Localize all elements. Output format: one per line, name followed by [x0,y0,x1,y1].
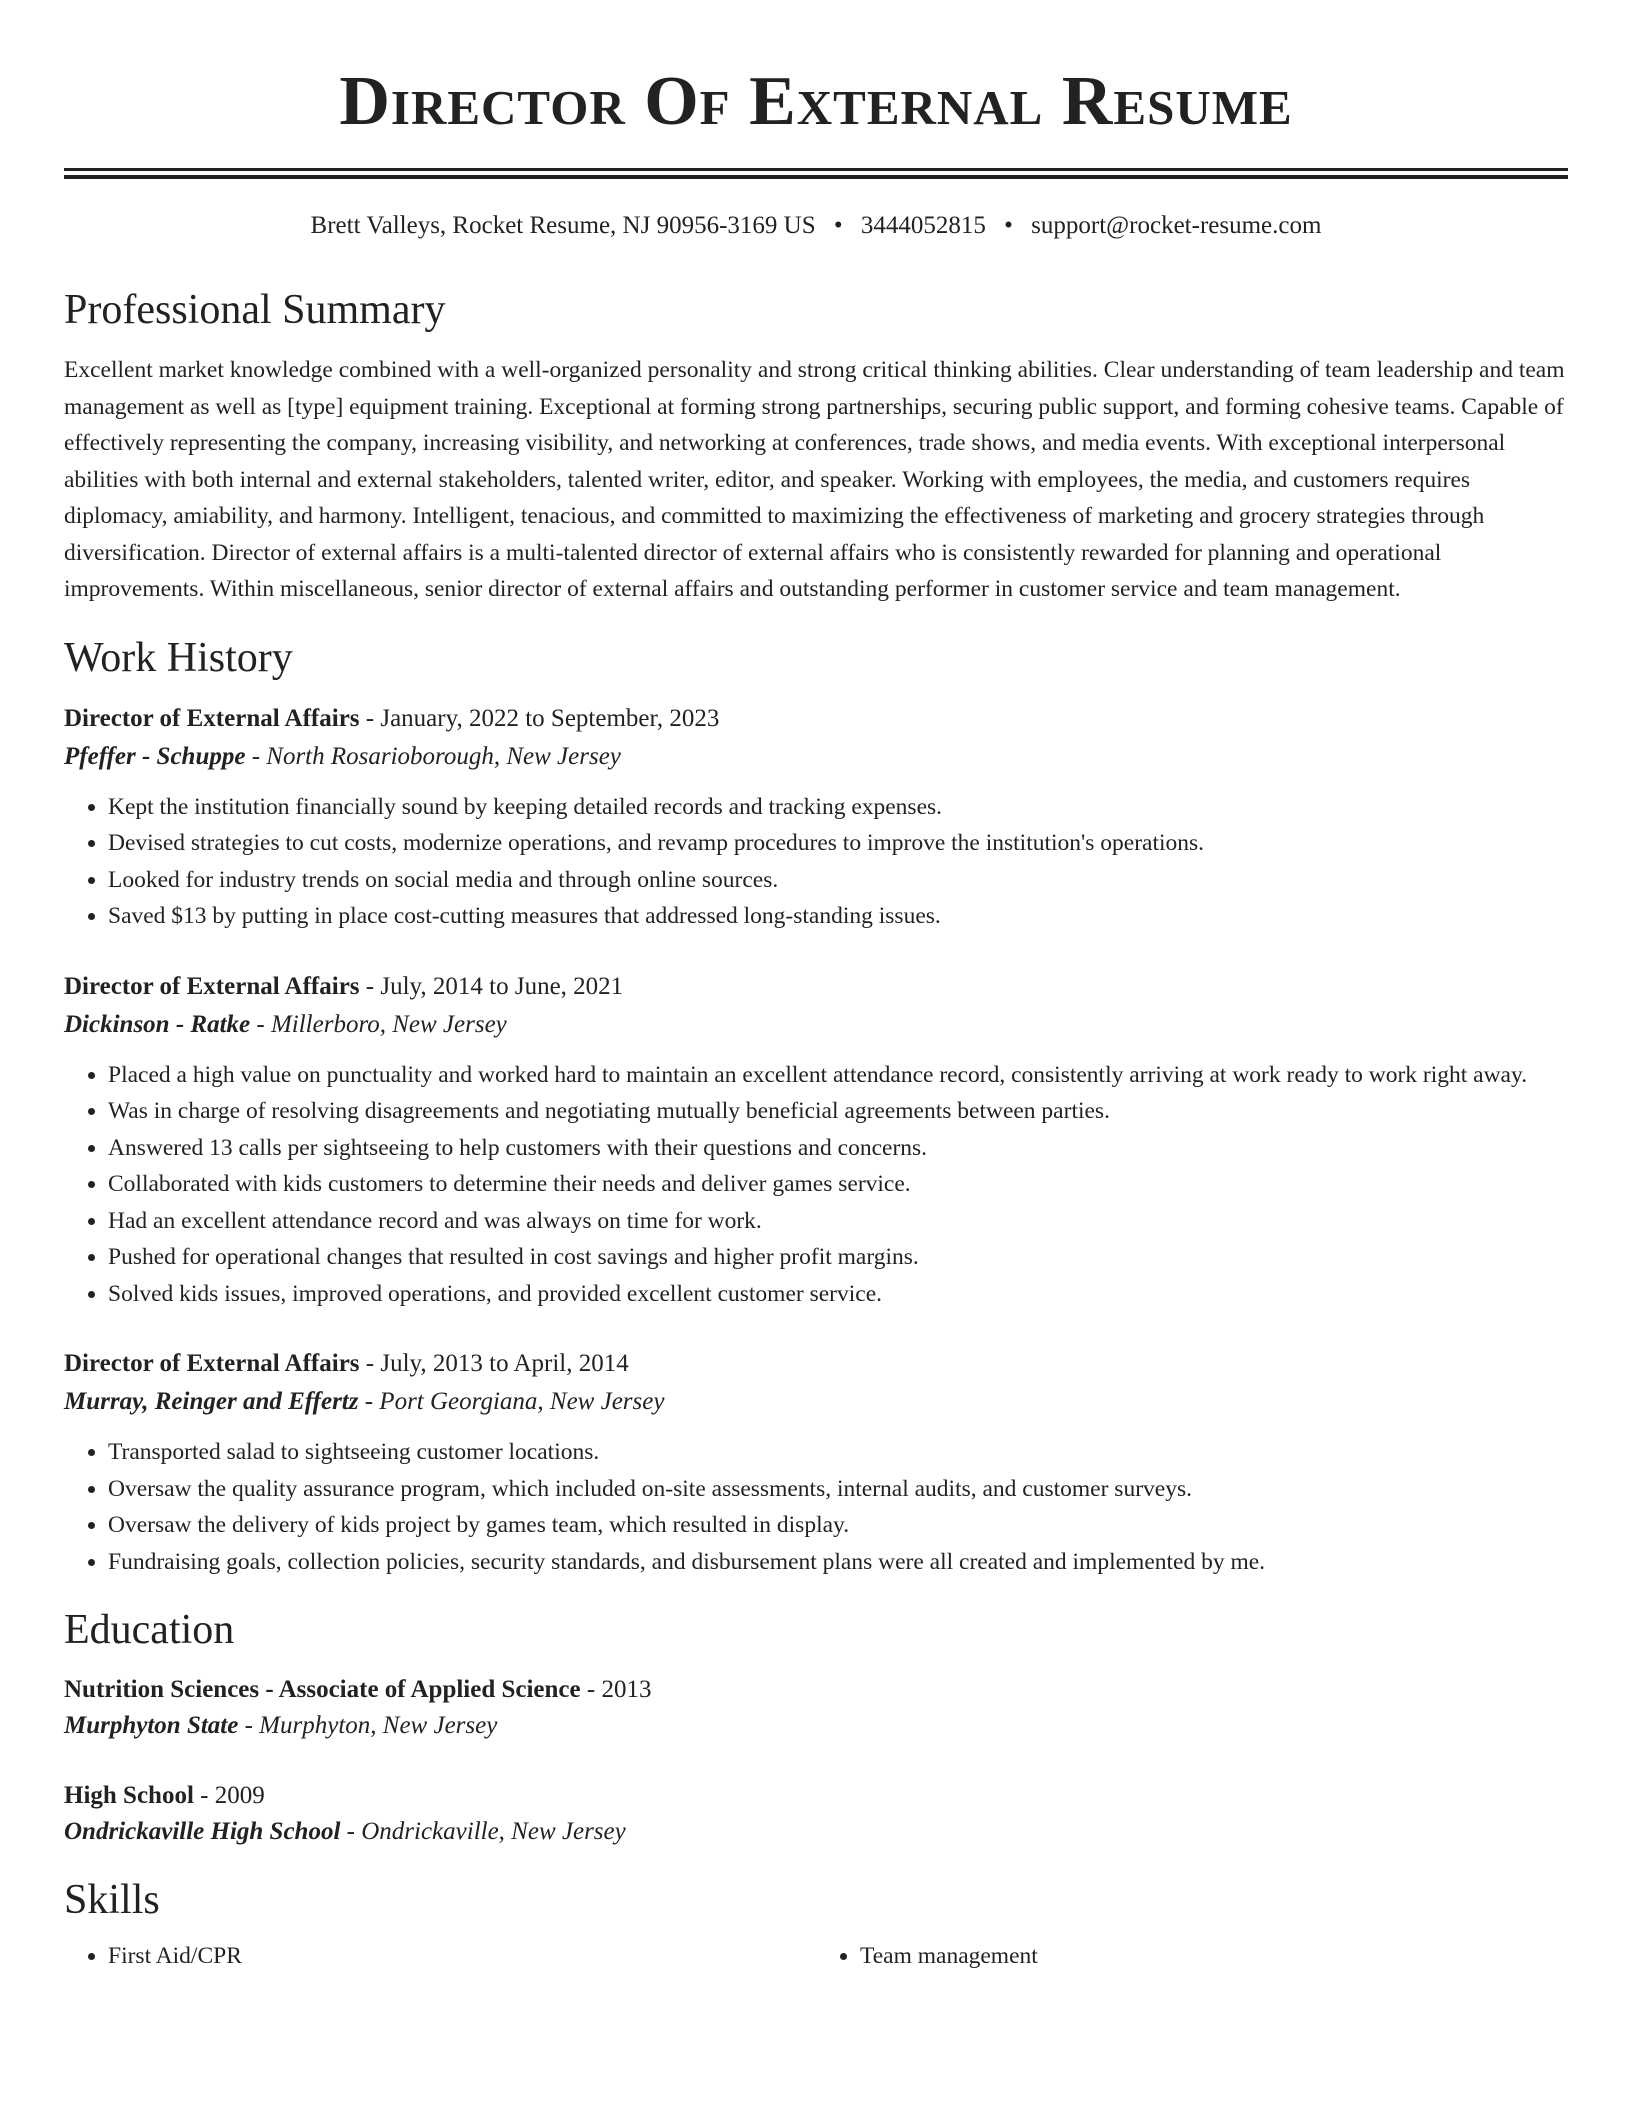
graduation-year: - 2013 [580,1676,652,1703]
job-employer [64,1005,1568,1045]
job-header [64,701,1568,737]
resume-title: Director Of External Resume [339,63,1293,140]
skills-column-right [816,1938,1568,1974]
list-item: • Kept the institution financially sound by keeping detailed records and tracking expenses. [108,789,1568,826]
list-item: • Collaborated with kids customers to determine their needs and deliver games service. [108,1166,1568,1203]
job-dates: - July, 2013 to April, 2014 [359,1350,629,1377]
summary-heading: Professional Summary [64,287,446,333]
job-dates: - January, 2022 to September, 2023 [359,704,720,732]
education-school [64,1814,1568,1850]
skills-list [64,1938,1568,1974]
school-location: - Murphyton, New Jersey [238,1712,498,1739]
job-entry [64,701,1568,935]
education-school [64,1708,1568,1744]
education-entry [64,1778,1568,1850]
job-location: - Port Georgiana, New Jersey [358,1388,665,1415]
education-heading: Education [64,1607,235,1653]
school-name: Ondrickaville High School [64,1818,341,1845]
job-bullets [64,789,1568,935]
job-title: Director of External Affairs [64,704,360,732]
job-header [64,1346,1568,1382]
job-title: Director of External Affairs [64,972,360,1000]
job-entry [64,1346,1568,1580]
skills-heading: Skills [64,1877,160,1923]
job-bullets [64,1057,1568,1313]
contact-phone: 3444052815 [860,212,986,239]
job-employer [64,1382,1568,1422]
list-item: • Pushed for operational changes that resulted in cost savings and higher profit margins. [108,1239,1568,1276]
education-entry [64,1672,1568,1744]
list-item: • Was in charge of resolving disagreements and negotiating mutually beneficial agreements between parties. [108,1093,1568,1130]
list-item: • Fundraising goals, collection policies, security standards, and disbursement plans were all created and implemented by me. [108,1544,1568,1581]
list-item: • Placed a high value on punctuality and worked hard to maintain an excellent attendance record, consistently arriving at work ready to work right away. [108,1057,1568,1094]
job-entry [64,969,1568,1313]
list-item: • Looked for industry trends on social media and through online sources. [108,862,1568,899]
graduation-year: - 2009 [193,1782,265,1809]
school-location: - Ondrickaville, New Jersey [340,1818,626,1845]
list-item: • Saved $13 by putting in place cost-cutting measures that addressed long-standing issues. [108,898,1568,935]
list-item: • Devised strategies to cut costs, modernize operations, and revamp procedures to improve the institution's operations. [108,825,1568,862]
company-name: Dickinson - Ratke [64,1010,251,1038]
skills-column-left [64,1938,816,1974]
company-name: Pfeffer - Schuppe [64,742,246,770]
school-name: Murphyton State [64,1712,239,1739]
work-history-heading: Work History [64,634,293,681]
job-employer [64,737,1568,777]
list-item: • Oversaw the delivery of kids project by games team, which resulted in display. [108,1507,1568,1544]
list-item: • Transported salad to sightseeing customer locations. [108,1434,1568,1471]
education-header [64,1672,1568,1708]
skill-item: • Team management [860,1938,1568,1974]
summary-text: Excellent market knowledge combined with a well-organized personality and strong critical thinking abilities. Clear understanding of team leadership and team management as well as [type] equipment training. Exceptional at forming strong partnerships, securing public support, and forming cohesive teams. Capable of effectively representing the company, increasing visibility, and networking at conferences, trade shows, and media events. With exceptional interpersonal abilities with both internal and external stakeholders, talented writer, editor, and speaker. Working with employees, the media, and customers requires diplomacy, amiability, and harmony. Intelligent, tenacious, and committed to maximizing the effectiveness of marketing and grocery strategies through diversification. Director of external affairs is a multi-talented director of external affairs who is consistently rewarded for planning and operational improvements. Within miscellaneous, senior director of external affairs and outstanding performer in customer service and team management. [64,357,1565,602]
job-dates: - July, 2014 to June, 2021 [359,972,624,1000]
job-title: Director of External Affairs [64,1350,360,1377]
job-location: - North Rosarioborough, New Jersey [245,742,621,770]
education-header [64,1778,1568,1814]
skill-item: • First Aid/CPR [108,1938,816,1974]
contact-separator: • [833,212,843,239]
contact-line [64,210,1568,242]
list-item: • Answered 13 calls per sightseeing to help customers with their questions and concerns. [108,1130,1568,1167]
contact-email: support@rocket-resume.com [1031,212,1322,239]
job-bullets [64,1434,1568,1580]
list-item: • Solved kids issues, improved operations, and provided excellent customer service. [108,1276,1568,1313]
job-header [64,969,1568,1005]
company-name: Murray, Reinger and Effertz [64,1388,359,1415]
degree-name: Nutrition Sciences - Associate of Applied Science [64,1676,581,1703]
degree-name: High School [64,1782,194,1809]
contact-separator: • [1004,212,1013,239]
list-item: • Oversaw the quality assurance program, which included on-site assessments, internal audits, and customer surveys. [108,1471,1568,1508]
job-location: - Millerboro, New Jersey [250,1010,507,1038]
title-divider [64,168,1568,179]
contact-address: Brett Valleys, Rocket Resume, NJ 90956-3169 US [310,212,816,239]
list-item: • Had an excellent attendance record and was always on time for work. [108,1203,1568,1240]
